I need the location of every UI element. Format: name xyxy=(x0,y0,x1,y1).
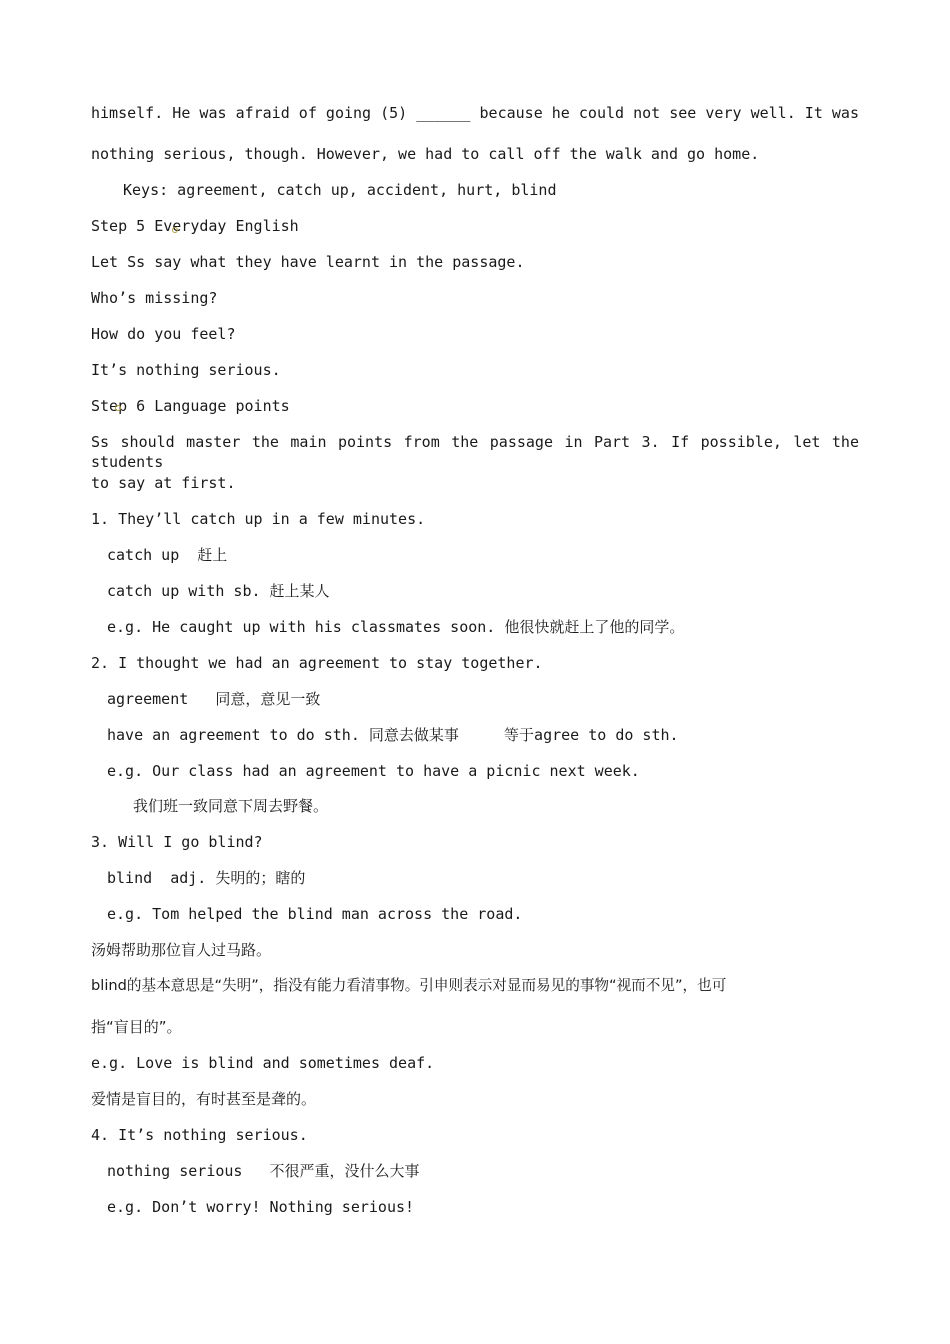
text-line: blind的基本意思是“失明”，指没有能力看清事物。引申则表示对显而易见的事物“视而不见”，也可 xyxy=(91,977,727,994)
text-line: catch up 赶上 xyxy=(107,546,228,564)
point-heading: 1. They’ll catch up in a few minutes. xyxy=(91,510,426,528)
edit-mark-icon xyxy=(172,227,178,233)
translation-line: 我们班一致同意下周去野餐。 xyxy=(133,797,329,815)
example-line: e.g. Love is blind and sometimes deaf. xyxy=(91,1054,435,1072)
example-line: e.g. Don’t worry! Nothing serious! xyxy=(107,1198,415,1216)
text-line: It’s nothing serious. xyxy=(91,361,281,379)
text-line: Ss should master the main points from the passage in Part 3. If possible, let the students xyxy=(91,433,859,471)
edit-mark-icon xyxy=(115,405,121,411)
text-line: have an agreement to do sth. 同意去做某事 等于agree to do sth. xyxy=(107,726,679,744)
text-line: Who’s missing? xyxy=(91,289,218,307)
example-line: e.g. Our class had an agreement to have a picnic next week. xyxy=(107,762,640,780)
translation-line: 汤姆帮助那位盲人过马路。 xyxy=(91,941,272,959)
text-line: nothing serious 不很严重，没什么大事 xyxy=(107,1162,420,1180)
text-line: blind adj. 失明的；瞎的 xyxy=(107,869,306,887)
text-line: agreement 同意，意见一致 xyxy=(107,690,321,708)
text-line: nothing serious, though. However, we had to call off the walk and go home. xyxy=(91,145,760,163)
text-line: himself. He was afraid of going (5) ______ because he could not see very well. It was xyxy=(91,104,859,122)
example-line: e.g. He caught up with his classmates soon. 他很快就赶上了他的同学。 xyxy=(107,618,685,636)
text-line: Let Ss say what they have learnt in the passage. xyxy=(91,253,525,271)
translation-line: 爱情是盲目的，有时甚至是聋的。 xyxy=(91,1090,317,1108)
text-line: to say at first. xyxy=(91,474,236,492)
example-line: e.g. Tom helped the blind man across the road. xyxy=(107,905,523,923)
step-heading: Step 6 Language points xyxy=(91,397,290,415)
document-page xyxy=(91,0,859,1344)
point-heading: 2. I thought we had an agreement to stay together. xyxy=(91,654,543,672)
point-heading: 4. It’s nothing serious. xyxy=(91,1126,308,1144)
point-heading: 3. Will I go blind? xyxy=(91,833,263,851)
keys-line: Keys: agreement, catch up, accident, hurt, blind xyxy=(123,181,557,199)
text-line: 指“盲目的”。 xyxy=(91,1018,182,1036)
text-line: catch up with sb. 赶上某人 xyxy=(107,582,330,600)
step-heading: Step 5 Everyday English xyxy=(91,217,299,235)
text-line: How do you feel? xyxy=(91,325,236,343)
